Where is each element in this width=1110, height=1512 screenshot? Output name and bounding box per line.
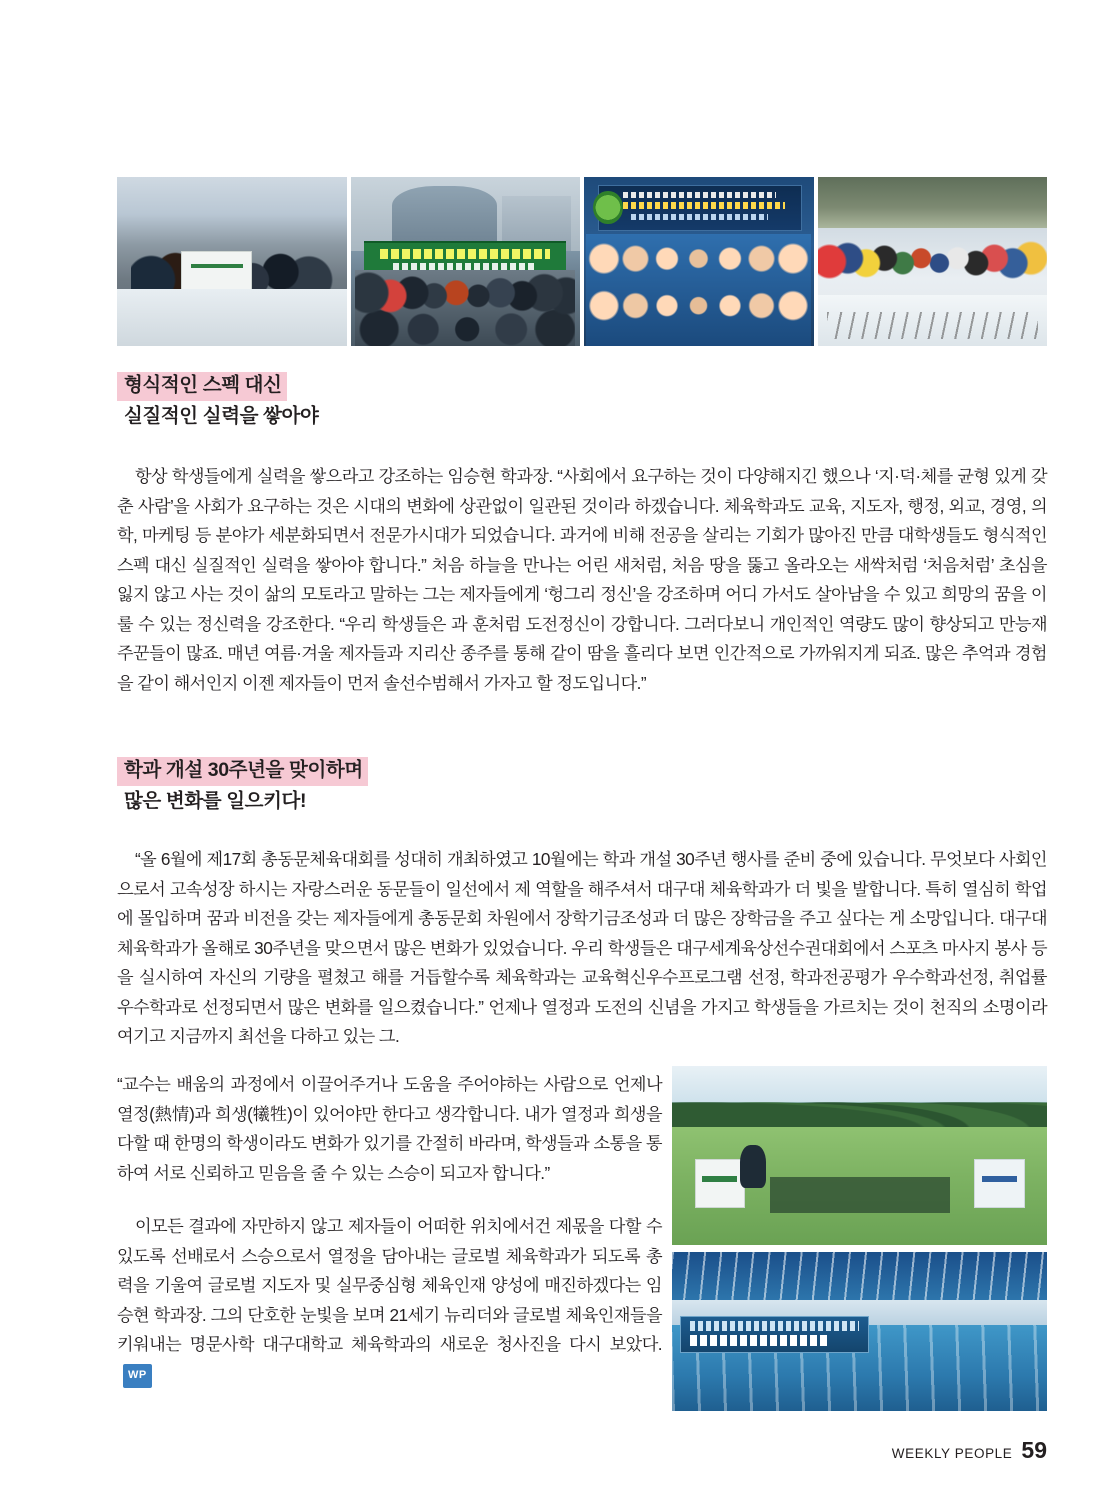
section-2-heading <box>117 757 617 814</box>
photo-ski-slope <box>818 177 1048 346</box>
photo-swimming-pool <box>672 1252 1047 1411</box>
signboard-line-1 <box>623 192 776 199</box>
wrap-paragraph-1 <box>117 1070 662 1188</box>
wrap-paragraph-2-text: 이모든 결과에 자만하지 않고 제자들이 어떠한 위치에서건 제몫을 다할 수 있도록 선배로서 스승으로서 열정을 담아내는 글로벌 체육학과가 되도록 총력을 기울여 글로벌 지도자 및 실무중심형 체육인재 양성에 매진하겠다는 임승현 학과장. 그의 단호한 눈빛을 보며 21세기 뉴리더와 글로벌 체육인재들을 키워내는 명문사학 대구대학교 체육학과의 새로운 청사진을 다시 보았다. <box>117 1216 662 1355</box>
page-number: 59 <box>1021 1437 1047 1463</box>
section-1-heading-line1: 형식적인 스펙 대신 <box>117 372 287 401</box>
section-1-body-text: 항상 학생들에게 실력을 쌓으라고 강조하는 임승현 학과장. “사회에서 요구하는 것이 다양해지긴 했으나 ‘지·덕·체를 균형 있게 갖춘 사람’을 사회가 요구하는 것은 시대의 변화에 상관없이 일관된 것이라 하겠습니다. 체육학과도 교육, 지도자, 행정, 외교, 경영, 의학, 마케팅 등 분야가 세분화되면서 전문가시대가 되었습니다. 과거에 비해 전공을 살리는 기회가 많아진 만큼 대학생들도 형식적인 스펙 대신 실질적인 실력을 쌓아야 합니다.” 처음 하늘을 만나는 어린 새처럼, 처음 땅을 뚫고 올라오는 새싹처럼 ‘처음처럼’ 초심을 잃지 않고 사는 것이 삶의 모토라고 말하는 그는 제자들에게 ‘헝그리 정신’을 강조하며 어디 가서도 살아남을 수 있고 희망의 꿈을 이룰 수 있는 정신력을 강조한다. “우리 학생들은 과 훈처럼 도전정신이 강합니다. 그러다보니 개인적인 역량도 많이 향상되고 만능재주꾼들이 많죠. 매년 여름·겨울 제자들과 지리산 종주를 통해 같이 땀을 흘리다 보면 인간적으로 가까워지게 되죠. 많은 추억과 경험을 같이 해서인지 이젠 제자들이 먼저 솔선수범해서 가자고 할 정도입니다.” <box>117 466 1047 694</box>
scattered-skis <box>827 312 1038 339</box>
section-2-heading-line2: 많은 변화를 일으키다! <box>124 789 307 812</box>
section-1-heading <box>117 372 617 429</box>
pool-banner <box>680 1316 870 1353</box>
photo-strip <box>117 177 1047 346</box>
golfer-figure <box>740 1145 766 1188</box>
pool-banner-line-2 <box>690 1335 829 1346</box>
wrap-paragraph-1-text: “교수는 배움의 과정에서 이끌어주거나 도움을 주어야하는 사람으로 언제나 열정(熱情)과 희생(犧牲)이 있어야만 한다고 생각합니다. 내가 열정과 희생을 다할 때 한명의 학생이라도 변화가 있기를 간절히 바라며, 학생들과 소통을 통하여 서로 신뢰하고 믿음을 줄 수 있는 스승이 되고자 합니다.” <box>117 1074 662 1183</box>
photo-banner-ceremony <box>351 177 581 346</box>
event-logo-icon <box>593 191 623 225</box>
publication-name: WEEKLY PEOPLE <box>891 1446 1013 1461</box>
section-2-heading-line1: 학과 개설 30주년을 맞이하며 <box>117 757 368 786</box>
event-signboard <box>598 185 802 231</box>
section-2-body <box>117 845 1047 1052</box>
skier-crowd <box>818 221 1048 302</box>
section-1-heading-line2: 실질적인 실력을 쌓아야 <box>124 404 319 427</box>
photo-sports-massage-volunteers <box>584 177 814 346</box>
section-2-body-text: “올 6월에 제17회 총동문체육대회를 성대히 개최하였고 10월에는 학과 개설 30주년 행사를 준비 중에 있습니다. 무엇보다 사회인으로서 고속성장 하시는 자랑스러운 동문들이 일선에서 제 역할을 해주셔서 대구대 체육학과가 더 빛을 발합니다. 특히 열심히 학업에 몰입하며 꿈과 비전을 갖는 제자들에게 총동문회 차원에서 장학기금조성과 더 많은 장학금을 주고 싶다는 게 소망입니다. 대구대 체육학과가 올해로 30주년을 맞으면서 많은 변화가 있었습니다. 우리 학생들은 대구세계육상선수권대회에서 스포츠 마사지 봉사 등을 실시하여 자신의 기량을 펼쳤고 해를 거듭할수록 체육학과는 교육혁신우수프로그램 선정, 학과전공평가 우수학과선정, 취업률 우수학과로 선정되면서 많은 변화를 일으켰습니다.” 언제나 열정과 도전의 신념을 가지고 학생들을 가르치는 것이 천직의 소명이라 여기고 지금까지 최선을 다하고 있는 그. <box>117 849 1047 1047</box>
group-rows <box>355 270 575 346</box>
pool-banner-line-1 <box>690 1321 859 1330</box>
pool-ceiling <box>672 1252 1047 1306</box>
section-1-body <box>117 462 1047 699</box>
golf-treeline <box>672 1087 1047 1130</box>
club-banner <box>181 251 252 290</box>
signboard-line-3 <box>631 214 768 220</box>
campus-building <box>351 177 581 251</box>
photo-golf-practice-range <box>672 1066 1047 1245</box>
signboard-line-2 <box>615 202 785 209</box>
wrap-paragraph-2 <box>117 1212 662 1389</box>
page-footer <box>892 1437 1047 1464</box>
golf-sign-right <box>974 1159 1025 1208</box>
photo-winter-hiking <box>117 177 347 346</box>
golf-sign-left <box>695 1159 746 1208</box>
volunteer-rows <box>586 234 811 346</box>
end-of-article-mark: WP <box>123 1364 152 1388</box>
snow-ground <box>117 289 347 346</box>
golf-driving-mat <box>770 1177 950 1213</box>
banner-text-line <box>380 249 550 259</box>
